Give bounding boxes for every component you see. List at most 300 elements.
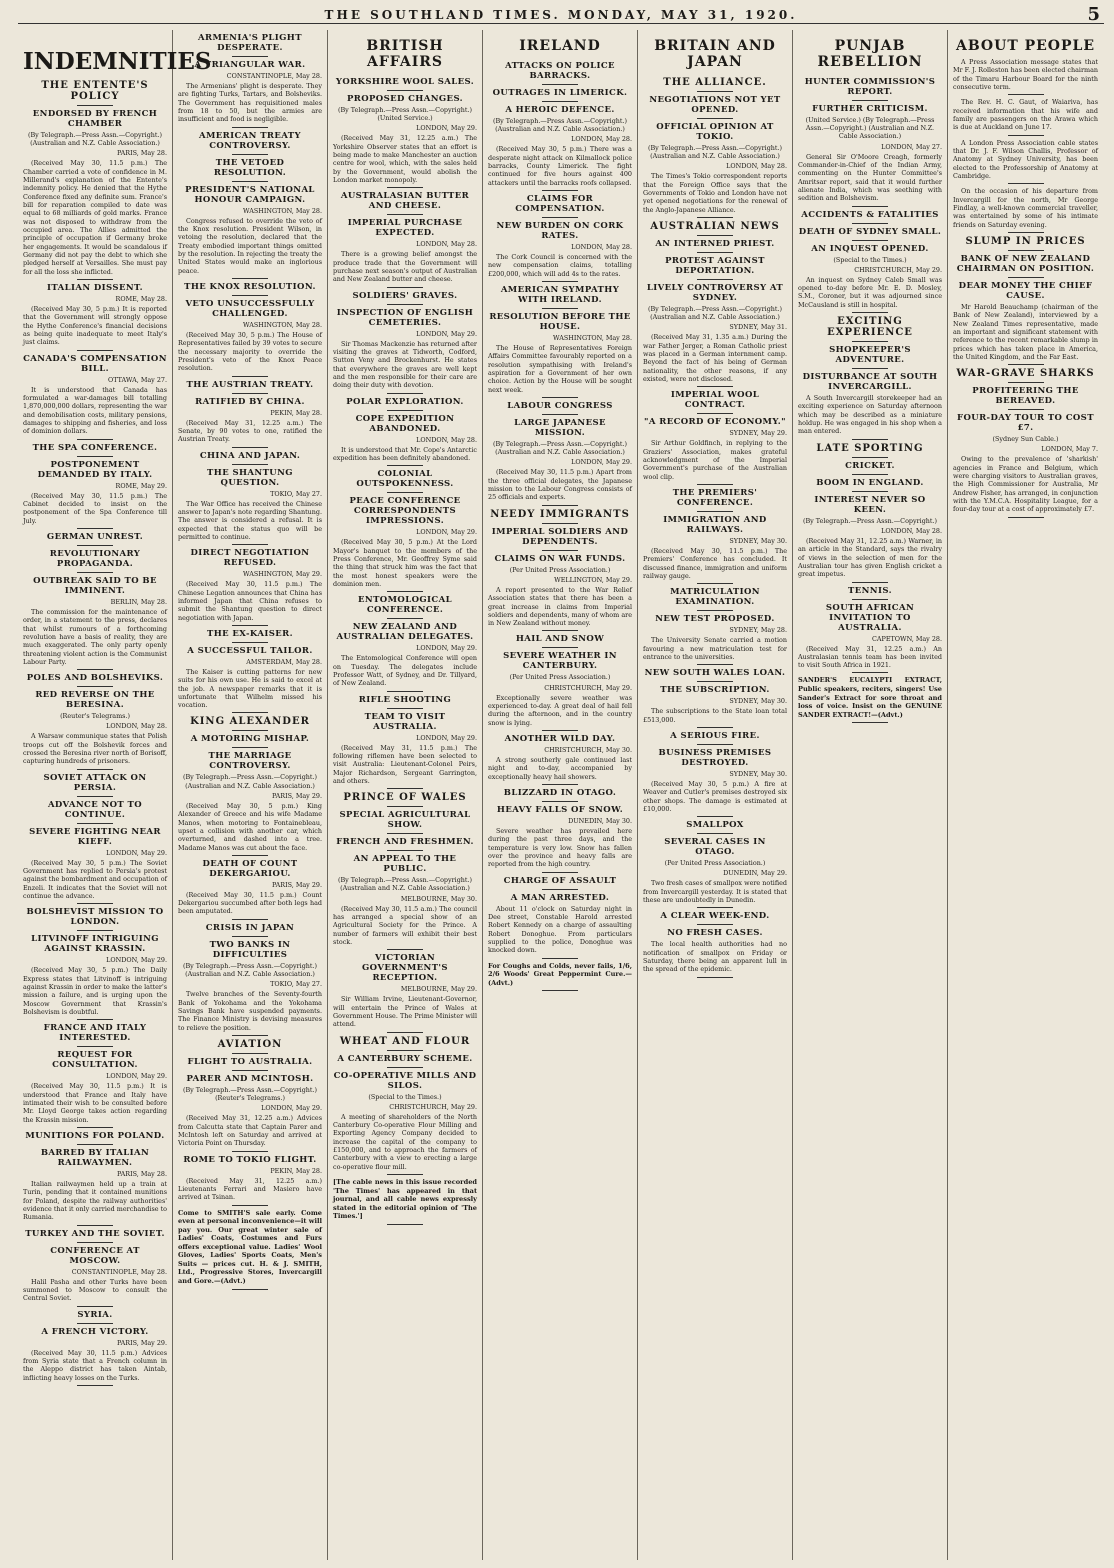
article-rule xyxy=(77,456,113,457)
article-heading: RESOLUTION BEFORE THE HOUSE. xyxy=(489,312,631,332)
article-rule xyxy=(542,784,578,785)
article-heading: IMPERIAL WOOL CONTRACT. xyxy=(670,390,760,411)
article-heading: FLIGHT TO AUSTRALIA. xyxy=(187,1056,313,1067)
column-headline: PUNJAB REBELLION xyxy=(817,38,923,70)
heading-rule xyxy=(232,936,268,937)
article-dateline: LONDON, May 28. xyxy=(416,240,477,249)
article xyxy=(643,820,787,908)
article-heading: THE ENTENTE'S POLICY xyxy=(41,80,149,102)
article-rule xyxy=(232,1205,268,1206)
article-dateline: PEKIN, May 28. xyxy=(270,1166,322,1175)
article xyxy=(643,911,787,977)
article xyxy=(23,80,167,280)
article-heading: ADVANCE NOT TO CONTINUE. xyxy=(47,799,143,820)
article-body: (Received May 30, 11.5 p.m.) Count Dekergariou succumbed after both legs had been amputated. xyxy=(178,890,322,916)
article-rule xyxy=(77,350,113,351)
article-dateline: LONDON, May 29. xyxy=(416,644,477,653)
article xyxy=(798,586,942,674)
article-heading: ITALIAN DISSENT. xyxy=(47,282,143,293)
article-body: The Kaiser is cutting patterns for new suits for his own use. He is said to excel at the job. A newspaper remarks that it is unfortunate that Wilhelm missed his vocation. xyxy=(178,667,322,710)
article-heading: KING ALEXANDER xyxy=(190,716,310,728)
article-heading: CONFERENCE AT MOSCOW. xyxy=(50,1245,140,1266)
advertisement: Come to SMITH'S sale early. Come even at personal inconvenience—it will pay you. Our great winter sale of Ladies' Coats, Costumes and Furs offers exceptional value. Ladies' Wool Gloves, Ladies' Sports Coats, Men's Suits — prices cut. H. & J. SMITH, Ltd., Progressive Stores, Invercargill and Gore.—(Advt.) xyxy=(178,1208,322,1285)
heading-rule xyxy=(697,744,733,745)
article xyxy=(178,131,322,155)
article-heading: SOLDIERS' GRAVES. xyxy=(352,290,458,301)
article-body: Sir Arthur Goldfinch, in replying to the Graziers' Association, makes grateful acknowledgment of the Imperial Government's purchase of the Australian wool clip. xyxy=(643,439,787,481)
masthead-title: THE SOUTHLAND TIMES. MONDAY, MAY 31, 1920. xyxy=(324,7,798,22)
article-byline: (Reuter's Telegrams.) xyxy=(60,712,130,721)
heading-rule xyxy=(387,708,423,709)
article-body: (Received May 30, 5 p.m.) There was a desperate night attack on Kilmallock police barracks, County Limerick. The fight continued for five hours against 400 attackers until the barracks roofs collapsed. xyxy=(488,145,632,187)
article-rule xyxy=(77,528,113,529)
article-heading: SMALLPOX xyxy=(686,820,744,831)
article-body: Congress refused to override the veto of the Knox resolution. President Wilson, in vetoing the resolution, declared that the Treaty embodied important things omitted by the resolution. In rejecting the treaty the United States would make an inglorious peace. xyxy=(178,216,322,275)
article-rule xyxy=(697,217,733,218)
article-heading: THE SPA CONFERENCE. xyxy=(32,442,158,453)
article-rule xyxy=(542,958,578,959)
article-dateline: LONDON, May 29. xyxy=(416,329,477,338)
article-body: (Received May 31, 12.25 a.m.) Warner, in an article in the Standard, says the rivalry of views in the selection of men for the Australian tour has given English cricket a great impetus. xyxy=(798,536,942,579)
article-heading: CHARGE OF ASSAULT xyxy=(503,875,617,886)
article xyxy=(798,316,942,440)
article-heading: A FRENCH VICTORY. xyxy=(41,1326,149,1337)
article-body: Italian railwaymen held up a train at Turin, pending that it contained munitions for Poland, despite the railway authorities' evidence that it only carried merchandise to Rumania. xyxy=(23,1179,167,1222)
article-rule xyxy=(1008,232,1044,233)
article xyxy=(23,907,167,931)
article xyxy=(23,673,167,687)
heading-rule xyxy=(542,647,578,648)
article-body: The House of Representatives Foreign Affairs Committee favourably reported on a resolution sympathising with Ireland's aspiration for a Government of her own choice. Action by the House will be sought next week. xyxy=(488,344,632,394)
article-rule xyxy=(232,393,268,394)
article-rule xyxy=(77,903,113,904)
article-heading: SOVIET ATTACK ON PERSIA. xyxy=(43,772,147,793)
article-heading: CRISIS IN JAPAN xyxy=(205,922,295,933)
article-body: A meeting of shareholders of the North Canterbury Co-operative Flour Milling and Exporting Agency Company decided to increase the capital of the company to £150,000, and to approach the farmers of Canterbury with a view to erecting a large co-operative flour mill. xyxy=(333,1112,477,1171)
article-dateline: PARIS, May 28. xyxy=(116,149,167,158)
heading-rule xyxy=(852,457,888,458)
heading-rule xyxy=(1008,277,1044,278)
article-body: (Received May 30, 5 p.m.) King Alexander of Greece and his wife Madame Manos, when motoring to Fontainebleau, upset a collision with another car, which overturned, and dashed into a tree. Madame Manos was cut about the face. xyxy=(178,801,322,852)
article-rule xyxy=(697,977,733,978)
heading-rule xyxy=(542,801,578,802)
article-heading: ENTOMOLOGICAL CONFERENCE. xyxy=(358,595,452,616)
article-heading: NEEDY IMMIGRANTS xyxy=(490,508,630,520)
article-body: Owing to the prevalence of 'sharkish' agencies in France and Belgium, which were charging visitors to Australian graves, the High Commissioner for Australia, Mr Andrew Fisher, has arranged, in conjunction with the Y.M.C.A. Hospitality League, for a four-day tour at a cost of approximately £7. xyxy=(953,455,1098,514)
article-heading: INTEREST NEVER SO KEEN. xyxy=(814,494,926,515)
article-rule xyxy=(852,206,888,207)
heading-rule xyxy=(542,84,578,85)
column-headline: IRELAND xyxy=(519,38,601,54)
article-heading: PROTEST AGAINST DEPORTATION. xyxy=(665,256,765,277)
article xyxy=(333,953,477,1032)
article-heading: BUSINESS PREMISES DESTROYED. xyxy=(658,747,772,768)
article-rule xyxy=(542,630,578,631)
article-rule xyxy=(77,1242,113,1243)
article-heading: FOUR-DAY TOUR TO COST £7. xyxy=(957,413,1094,434)
article-body: The local health authorities had no notification of smallpox on Friday or Saturday, there being an apparent lull in the spread of the epidemic. xyxy=(643,940,787,974)
article xyxy=(178,716,322,855)
article-dateline: SYDNEY, May 30. xyxy=(729,697,787,706)
article-rule xyxy=(232,1035,268,1036)
article-body: (Received May 30, 11.5 p.m.) It is understood that France and Italy have intimated their wish to be consulted before Mr. Lloyd George takes action regarding the Krassin mission. xyxy=(23,1082,167,1124)
article-rule xyxy=(77,796,113,797)
article-dateline: SYDNEY, May 30. xyxy=(729,769,787,778)
article-heading: HAIL AND SNOW xyxy=(515,634,605,645)
article-body: (Received May 30, 11.5 p.m.) The Cabinet decided to insist on the postponement of the Spa Conference till July. xyxy=(23,491,167,525)
heading-rule xyxy=(697,681,733,682)
article-rule xyxy=(542,397,578,398)
article xyxy=(178,1039,322,1152)
article-rule xyxy=(387,465,423,466)
article-heading: WAR-GRAVE SHARKS xyxy=(956,368,1095,380)
article-heading: THE VETOED RESOLUTION. xyxy=(213,157,287,178)
article-body: General Sir O'Moore Creagh, formerly Commander-in-Chief of the Indian Army, commenting on the Hunter Committee's Amritsar report, said that it would further alienate India, which was seething with sedition and Bolshevism. xyxy=(798,152,942,203)
article-dateline: LONDON, May 29. xyxy=(571,458,632,467)
article-dateline: CHRISTCHURCH, May 30. xyxy=(544,745,632,754)
article-byline: (Special to the Times.) xyxy=(833,255,907,264)
article-body: (Received May 31, 12.25 a.m.) Advices from Calcutta state that Captain Parer and McIntosh left on Saturday and arrived at Victoria Point on Thursday. xyxy=(178,1114,322,1148)
article-heading: A TRIANGULAR WAR. xyxy=(194,60,306,70)
article-dateline: LONDON, May 29. xyxy=(416,528,477,537)
heading-rule xyxy=(387,214,423,215)
article-heading: NO FRESH CASES. xyxy=(667,928,763,939)
article-dateline: TOKIO, May 27. xyxy=(270,489,322,498)
article-rule xyxy=(232,181,268,182)
article-rule xyxy=(77,572,113,573)
article xyxy=(643,390,787,485)
article-heading: THE SUBSCRIPTION. xyxy=(660,685,770,696)
article-body: It is understood that Mr. Cope's Antarctic expedition has been definitely abandoned. xyxy=(333,445,477,462)
article xyxy=(23,1310,167,1324)
article-heading: INSPECTION OF ENGLISH CEMETERIES. xyxy=(336,307,474,328)
article-heading: ROME TO TOKIO FLIGHT. xyxy=(183,1154,317,1165)
article-heading: CLAIMS ON WAR FUNDS. xyxy=(494,553,626,564)
article-rule xyxy=(77,823,113,824)
heading-rule xyxy=(387,618,423,619)
article-rule xyxy=(77,1127,113,1128)
article-body: On the occasion of his departure from Invercargill for the north, Mr George Findlay, a well-known commercial traveller, was entertained by some of his intimate friends on Saturday evening. xyxy=(953,187,1098,229)
heading-rule xyxy=(852,341,888,342)
article-rule xyxy=(1008,364,1044,365)
article-rule xyxy=(232,712,268,713)
article-rule xyxy=(77,1019,113,1020)
article-rule xyxy=(232,464,268,465)
article-heading: MATRICULATION EXAMINATION. xyxy=(670,587,760,608)
article xyxy=(333,469,477,592)
article-rule xyxy=(77,769,113,770)
article-dateline: PARIS, May 29. xyxy=(271,880,322,889)
article-heading: LATE SPORTING xyxy=(816,442,924,454)
heading-rule xyxy=(852,223,888,224)
heading-rule xyxy=(387,850,423,851)
article-byline: (By Telegraph.—Press Assn.—Copyright.) (Australian and N.Z. Cable Association.) xyxy=(27,131,163,148)
article-rule xyxy=(387,788,423,789)
article xyxy=(643,77,787,218)
article-heading: SEVERE WEATHER IN CANTERBURY. xyxy=(503,651,617,672)
article xyxy=(488,194,632,282)
article-heading: SEVERE FIGHTING NEAR KIEFF. xyxy=(29,826,161,847)
article-heading: A CLEAR WEEK-END. xyxy=(660,911,770,922)
heading-rule xyxy=(852,100,888,101)
article-rule xyxy=(387,1032,423,1033)
page-number: 5 xyxy=(1087,4,1100,25)
article-body: A report presented to the War Relief Association states that there has been a great increase in claims from Imperial soldiers and dependents, many of whom are in New Zealand without money. xyxy=(488,585,632,628)
article xyxy=(178,468,322,546)
article-body: A Press Association message states that Mr F. J. Rolleston has been elected chairman of the Timaru Harbour Board for the ninth consecutive term. xyxy=(953,58,1098,91)
article xyxy=(178,1155,322,1206)
article-rule xyxy=(697,583,733,584)
heading-rule xyxy=(697,511,733,512)
article-heading: PEACE CONFERENCE CORRESPONDENTS IMPRESSIONS. xyxy=(349,496,461,527)
article-dateline: CHRISTCHURCH, May 29. xyxy=(544,683,632,692)
article-heading: IMPERIAL PURCHASE EXPECTED. xyxy=(347,218,463,239)
article xyxy=(333,77,477,188)
article-heading: CHINA AND JAPAN. xyxy=(199,450,301,461)
article-rule xyxy=(77,686,113,687)
heading-rule xyxy=(232,56,268,57)
article-dateline: LONDON, May 29. xyxy=(106,848,167,857)
article-heading: DEATH OF COUNT DEKERGARIOU. xyxy=(202,858,298,879)
article-heading: BARRED BY ITALIAN RAILWAYMEN. xyxy=(40,1147,150,1168)
heading-rule xyxy=(542,414,578,415)
article-dateline: LONDON, May 29. xyxy=(106,1072,167,1081)
heading-rule xyxy=(697,235,733,236)
article-body: About 11 o'clock on Saturday night in Dee street, Constable Harold arrested Robert Kennedy on a charge of assaulting Robert Donoghue. From particulars supplied to the police, Donoghue was knocked down. xyxy=(488,904,632,955)
article xyxy=(23,1246,167,1307)
article-rule xyxy=(77,1385,113,1386)
article-rule xyxy=(232,919,268,920)
column-headline: BRITAIN AND JAPAN xyxy=(654,38,776,70)
article-heading: NEW BURDEN ON CORK RATES. xyxy=(496,221,624,242)
article xyxy=(23,773,167,797)
article-rule xyxy=(232,447,268,448)
article-rule xyxy=(387,949,423,950)
article xyxy=(333,1036,477,1175)
article-byline: (Special to the Times.) xyxy=(368,1092,442,1101)
article-body: The Entomological Conference will open on Tuesday. The delegates include Professor Watt, of Sydney, and Dr. Tillyard, of New Zealand. xyxy=(333,654,477,688)
article-heading: SPECIAL AGRICULTURAL SHOW. xyxy=(339,810,471,831)
article-rule xyxy=(852,672,888,673)
article-body: (Received May 30, 5 p.m.) The Soviet Government has replied to Persia's protest against the bombardment and occupation of Enzeli. It indicates that the Soviet will not continue the advance. xyxy=(23,858,167,900)
article xyxy=(333,595,477,691)
article-heading: VETO UNSUCCESSFULLY CHALLENGED. xyxy=(185,298,315,319)
article-dateline: BERLIN, May 28. xyxy=(110,597,167,606)
article-rule xyxy=(852,312,888,313)
article xyxy=(488,788,632,873)
article-heading: COLONIAL OUTSPOKENNESS. xyxy=(356,469,454,490)
article-rule xyxy=(77,1046,113,1047)
article-dateline: LONDON, May 28. xyxy=(726,162,787,171)
column-6 xyxy=(793,30,948,1560)
article-dateline: WASHINGTON, May 28. xyxy=(243,206,322,215)
article-body: The commission for the maintenance of order, in a statement to the press, declares that whilst rumours of a forthcoming revolution have a basis of reality, they are much exaggerated. The only party openly threatening violent action is the Communist Labour Party. xyxy=(23,607,167,666)
article-body: (Received May 30, 5 p.m.) The Daily Express states that Litvinoff is intriguing against Krassin in order to make the latter's mission a failure, and is urging upon the Moscow Government that Krassin's Bolshevism is doubtful. xyxy=(23,966,167,1016)
article-dateline: AMSTERDAM, May 28. xyxy=(246,657,322,666)
article-heading: CO-OPERATIVE MILLS AND SILOS. xyxy=(333,1070,477,1091)
article-dateline: LONDON, May 28. xyxy=(571,135,632,144)
article-heading: NEW SOUTH WALES LOAN. xyxy=(644,668,786,679)
article-heading: EXCITING EXPERIENCE xyxy=(827,316,913,339)
column-7 xyxy=(948,30,1103,1560)
article-heading: A HEROIC DEFENCE. xyxy=(505,105,615,115)
article xyxy=(23,1327,167,1386)
article-heading: CANADA'S COMPENSATION BILL. xyxy=(23,353,167,374)
column-5 xyxy=(638,30,793,1560)
article-dateline: LONDON, May 27. xyxy=(881,142,942,151)
article-heading: SEVERAL CASES IN OTAGO. xyxy=(664,837,766,858)
article-dateline: PARIS, May 29. xyxy=(116,1338,167,1347)
article-dateline: CONSTANTINOPLE, May 28. xyxy=(226,72,322,80)
advertisement: [The cable news in this issue recorded 'The Times' has appeared in that journal, and all cable news expressly stated in the editorial opinion of 'The Times.'] xyxy=(333,1178,477,1221)
article-rule xyxy=(697,727,733,728)
heading-rule xyxy=(697,833,733,834)
article-rule xyxy=(1008,517,1044,518)
article-body: (Received May 31, 1.35 a.m.) During the war Father Jerger, a Roman Catholic priest was placed in a German internment camp. Beyond the fact of his being of German nationality, the other reasons, if any existed, were not disclosed. xyxy=(643,333,787,384)
article-heading: RATIFIED BY CHINA. xyxy=(195,396,305,407)
heading-rule xyxy=(387,90,423,91)
article xyxy=(23,354,167,440)
article xyxy=(643,668,787,728)
article-heading: TENNIS. xyxy=(848,585,892,596)
article-byline: (By Telegraph.—Press Assn.—Copyright.) (Australian and N.Z. Cable Association.) xyxy=(182,773,318,790)
article xyxy=(333,792,477,950)
article-heading: ENDORSED BY FRENCH CHAMBER xyxy=(32,109,158,129)
article-rule xyxy=(77,930,113,931)
article-rule xyxy=(542,990,578,991)
heading-rule xyxy=(852,474,888,475)
article-rule xyxy=(542,281,578,282)
article-heading: TEAM TO VISIT AUSTRALIA. xyxy=(364,711,446,732)
article-byline: (Per United Press Association.) xyxy=(664,859,766,868)
article-dateline: CHRISTCHURCH, May 29. xyxy=(389,1102,477,1111)
article-body: The University Senate carried a motion favouring a new matriculation test for entrance to the universities. xyxy=(643,636,787,661)
article-dateline: PEKIN, May 28. xyxy=(270,408,322,417)
article-body: Twelve branches of the Seventy-fourth Bank of Yokohama and the Yokohama Savings Bank have suspended payments. The Finance Ministry is devising measures to relieve the position. xyxy=(178,990,322,1032)
columns-container xyxy=(18,30,1104,1560)
heading-rule xyxy=(387,1050,423,1051)
article xyxy=(178,923,322,1036)
article-rule xyxy=(387,1224,423,1225)
article-rule xyxy=(232,376,268,377)
article-heading: A SUCCESSFUL TAILOR. xyxy=(187,645,313,656)
article-rule xyxy=(232,625,268,626)
article xyxy=(488,61,632,191)
article xyxy=(23,576,167,670)
article-body: (Received May 30, 11.5 p.m.) The Chinese Legation announces that China has informed Japan that China refuses to submit the Shantung question to direct negotiation with Japan. xyxy=(178,580,322,622)
article-dateline: SYDNEY, May 28. xyxy=(729,626,787,635)
article xyxy=(488,734,632,785)
article-body: The War Office has received the Chinese answer to Japan's note regarding Shantung. The answer is considered a refusal. It is expected that the status quo will be permitted to continue. xyxy=(178,499,322,541)
article-rule xyxy=(387,187,423,188)
article-dateline: LONDON, May 29. xyxy=(106,956,167,965)
heading-rule xyxy=(232,1053,268,1054)
article-byline: (By Telegraph.—Press Assn.—Copyright.) xyxy=(802,516,938,525)
heading-rule xyxy=(542,308,578,309)
article-heading: THE EX-KAISER. xyxy=(207,628,293,639)
article-heading: AMERICAN SYMPATHY WITH IRELAND. xyxy=(500,285,620,305)
article xyxy=(953,236,1098,365)
article-body: The subscriptions to the State loan total £513,000. xyxy=(643,707,787,724)
article-body: A South Invercargill storekeeper had an exciting experience on Saturday afternoon which may be described as a miniature holdup. He was engaged in his shop when a man entered. xyxy=(798,394,942,436)
article-heading: "A RECORD OF ECONOMY." xyxy=(644,417,786,428)
article-heading: NEW ZEALAND AND AUSTRALIAN DELEGATES. xyxy=(336,622,474,643)
article-byline: (Per United Press Association.) xyxy=(509,673,611,682)
article-body: A London Press Association cable states that Dr. J. F. Wilson Challis, Professor of Anatomy at Sydney University, has been elected to the Professorship of Anatomy at Cambridge. xyxy=(953,138,1098,180)
article-heading: AN APPEAL TO THE PUBLIC. xyxy=(353,854,457,875)
article-heading: POLES AND BOLSHEVIKS. xyxy=(26,673,164,684)
article xyxy=(953,368,1098,517)
article-rule xyxy=(852,722,888,723)
article xyxy=(488,876,632,959)
article-heading: FURTHER CRITICISM. xyxy=(812,104,928,114)
article-heading: THE AUSTRIAN TREATY. xyxy=(186,379,314,390)
article-rule xyxy=(852,582,888,583)
heading-rule xyxy=(387,806,423,807)
article-byline: (United Service.) (By Telegraph.—Press Assn.—Copyright.) (Australian and N.Z. Cable Association.) xyxy=(805,116,935,141)
article-rule xyxy=(542,190,578,191)
article-body: (Received May 30, 11.5 p.m.) Advices from Syria state that a French column in the Aleppo district has taken Aintab, inflicting heavy losses on the Turks. xyxy=(23,1348,167,1382)
article-rule xyxy=(542,730,578,731)
article-body: (Received May 30, 11.5 p.m.) The Chamber carried a vote of confidence in M. Millerand's explanation of the Entente's indemnity policy. He denied that the Hythe Conference fixed any definite sum. France's bill for reparation compiled to date was equal to 68 milliards of gold marks. France was not disposed to withdraw from the occupied area. The Allies admitted the principle of occupation if Germany broke her engagements. It would be scandalous if Germany did not pay the debt to which she pledged herself at Versailles. She must pay for all the loss she inflicted. xyxy=(23,159,167,276)
article-body: (Received May 30, 11.5 a.m.) The council has arranged a special show of an Agricultural Society for the Prince. A number of farmers will exhibit their best stock. xyxy=(333,904,477,946)
article xyxy=(798,210,942,314)
article-heading: COPE EXPEDITION ABANDONED. xyxy=(355,413,455,434)
article-rule xyxy=(542,505,578,506)
article-rule xyxy=(697,816,733,817)
article xyxy=(23,827,167,905)
article-body: (Received May 31, 11.5 p.m.) The following riflemen have been selected to visit Australia: Lieutenant-Colonel Peirs, Major Richardson, Sergeant Garrington, and others. xyxy=(333,743,477,785)
column-4 xyxy=(483,30,638,1560)
article-dateline: PARIS, May 28. xyxy=(116,1169,167,1178)
article-heading: A SERIOUS FIRE. xyxy=(670,730,760,741)
article xyxy=(178,158,322,182)
column-3 xyxy=(328,30,483,1560)
article xyxy=(178,451,322,465)
article xyxy=(178,629,322,643)
article-heading: IMPERIAL SOLDIERS AND DEPENDENTS. xyxy=(491,526,629,547)
heading-rule xyxy=(852,368,888,369)
column-headline: INDEMNITIES xyxy=(23,48,212,75)
article-heading: THE MARRIAGE CONTROVERSY. xyxy=(208,751,292,772)
article-heading: REQUEST FOR CONSULTATION. xyxy=(52,1050,138,1071)
article-body: (Received May 31, 12.25 a.m.) Lieutenants Ferrari and Masiero have arrived at Tsinan. xyxy=(178,1176,322,1202)
heading-rule xyxy=(542,523,578,524)
article-dateline: DUNEDIN, May 30. xyxy=(568,816,632,825)
article-heading: THE SHANTUNG QUESTION. xyxy=(207,467,293,488)
article-rule xyxy=(232,1151,268,1152)
article-dateline: WASHINGTON, May 28. xyxy=(243,320,322,329)
article xyxy=(333,1178,477,1225)
article-byline: (By Telegraph.—Press Assn.—Copyright.) (Australian and N.Z. Cable Association.) xyxy=(337,876,473,893)
article-heading: OFFICIAL OPINION AT TOKIO. xyxy=(656,122,774,142)
article-heading: LITVINOFF INTRIGUING AGAINST KRASSIN. xyxy=(31,934,159,955)
article xyxy=(23,532,167,546)
article xyxy=(333,291,477,394)
article-body: It is understood that Canada has formulated a war-damages bill totalling 1,870,000,000 dollars, representing the war and demobilisation costs, military pensions, damages to shipping and fisheries, and loss of dominion dollars. xyxy=(23,385,167,436)
article-heading: AN INQUEST OPENED. xyxy=(811,243,929,254)
article-heading: THE PREMIERS' CONFERENCE. xyxy=(672,488,758,508)
article xyxy=(953,98,1098,135)
heading-rule xyxy=(387,410,423,411)
heading-rule xyxy=(852,240,888,241)
article xyxy=(178,646,322,714)
article-heading: THE ALLIANCE. xyxy=(663,77,767,88)
article-heading: PRINCE OF WALES xyxy=(343,792,467,804)
article xyxy=(178,185,322,279)
article xyxy=(178,380,322,394)
article-rule xyxy=(697,484,733,485)
